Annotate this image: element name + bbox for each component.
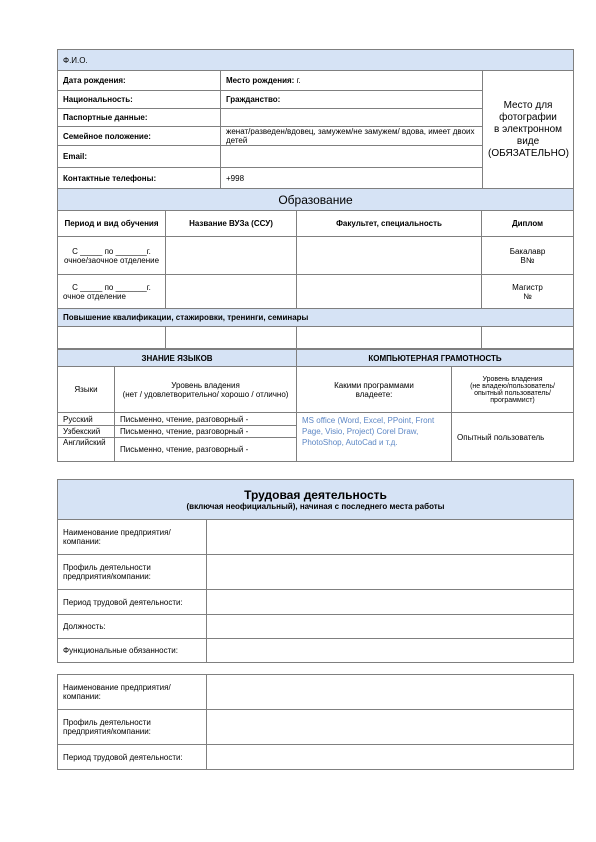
edu-university[interactable] <box>166 275 297 309</box>
computer-header-level-line: Уровень владения <box>482 375 543 383</box>
passport-value[interactable] <box>221 109 483 127</box>
work-field-value[interactable] <box>207 615 574 639</box>
edu-faculty[interactable] <box>297 237 482 275</box>
work-title: Трудовая деятельность <box>244 488 387 502</box>
passport-label: Паспортные данные: <box>58 109 221 127</box>
computer-header-level-line: программист) <box>490 396 535 404</box>
edu-diploma-cell <box>482 275 574 309</box>
computer-header-programs <box>297 367 452 413</box>
work-field-value[interactable] <box>207 520 574 555</box>
languages-title: ЗНАНИЕ ЯЗЫКОВ <box>58 350 297 367</box>
computer-header-programs-line: Какими программами <box>334 380 414 390</box>
edu-diploma-type: Бакалавр <box>509 246 546 256</box>
edu-diploma-number: № <box>523 291 532 301</box>
computer-level: Опытный пользователь <box>452 413 574 462</box>
lang-header-level <box>115 367 297 413</box>
edu-period-cell <box>58 237 166 275</box>
photo-line: в электронном <box>494 124 563 135</box>
phones-value: +998 <box>221 168 483 190</box>
edu-period: С _____ по _______г. <box>72 246 151 256</box>
edu-header-faculty: Факультет, специальность <box>297 211 482 237</box>
fio-label: Ф.И.О. <box>58 50 574 71</box>
dob-label: Дата рождения: <box>58 71 221 91</box>
qualification-cell[interactable] <box>482 327 574 349</box>
work-table-2 <box>57 674 574 770</box>
citizenship-label: Гражданство: <box>221 91 483 109</box>
work-field-label: Профиль деятельности предприятия/компании: <box>58 555 207 590</box>
pob-label: Место рождения: <box>226 76 295 85</box>
phones-label: Контактные телефоны: <box>58 168 221 190</box>
edu-form: очное отделение <box>63 291 126 301</box>
edu-diploma-cell <box>482 237 574 275</box>
edu-diploma-type: Магистр <box>512 282 543 292</box>
work-table <box>57 479 574 663</box>
computer-title: КОМПЬЮТЕРНАЯ ГРАМОТНОСТЬ <box>297 350 574 367</box>
lang-level: Письменно, чтение, разговорный - <box>115 426 297 438</box>
computer-programs: MS office (Word, Excel, PPoint, Front Page, Visio, Project) Corel Draw, PhotoShop, AutoCad и т.д. <box>297 413 452 462</box>
edu-period: С _____ по _______г. <box>72 282 151 292</box>
computer-header-level <box>452 367 574 413</box>
personal-info-table <box>57 49 574 190</box>
edu-header-period: Период и вид обучения <box>58 211 166 237</box>
photo-line: фотографии <box>499 112 557 123</box>
work-field-label: Наименование предприятия/компании: <box>58 520 207 555</box>
edu-period-cell <box>58 275 166 309</box>
lang-name: Русский <box>58 413 115 426</box>
lang-name: Английский <box>58 438 115 462</box>
edu-diploma-number: В№ <box>520 255 535 265</box>
marital-value: женат/разведен/вдовец, замужем/не замужем/ вдова, имеет двоих детей <box>221 127 483 146</box>
computer-header-programs-line: владеете: <box>355 389 393 399</box>
email-value[interactable] <box>221 146 483 168</box>
computer-header-level-line: опытный пользователь/ <box>474 389 551 397</box>
photo-placeholder <box>483 71 574 190</box>
qualification-cell[interactable] <box>58 327 166 349</box>
qualification-cell[interactable] <box>166 327 297 349</box>
lang-header-lang: Языки <box>58 367 115 413</box>
qualification-title: Повышение квалификации, стажировки, тренинги, семинары <box>58 309 574 327</box>
work-field-value[interactable] <box>207 590 574 615</box>
computer-header-level-line: (не владею/пользователь/ <box>470 382 555 390</box>
lang-level: Письменно, чтение, разговорный - <box>115 438 297 462</box>
work-field-label: Период трудовой деятельности: <box>58 590 207 615</box>
work-field-value[interactable] <box>207 639 574 663</box>
skills-table <box>57 349 574 462</box>
lang-header-level-line: Уровень владения <box>171 380 240 390</box>
work-header <box>58 480 574 520</box>
work-subtitle: (включая неофициальный), начиная с последнего места работы <box>186 502 445 511</box>
education-title: Образование <box>58 189 574 211</box>
lang-name: Узбекский <box>58 426 115 438</box>
education-table <box>57 188 574 349</box>
edu-header-university: Название ВУЗа (ССУ) <box>166 211 297 237</box>
work-field-value[interactable] <box>207 710 574 745</box>
edu-form: очное/заочное отделение <box>63 255 160 265</box>
work-field-label: Функциональные обязанности: <box>58 639 207 663</box>
photo-line: (ОБЯЗАТЕЛЬНО) <box>488 148 569 159</box>
work-field-value[interactable] <box>207 675 574 710</box>
pob-cell <box>221 71 483 91</box>
edu-university[interactable] <box>166 237 297 275</box>
nationality-label: Национальность: <box>58 91 221 109</box>
work-field-value[interactable] <box>207 555 574 590</box>
pob-value: г. <box>296 76 301 85</box>
edu-faculty[interactable] <box>297 275 482 309</box>
email-label: Email: <box>58 146 221 168</box>
photo-line: виде <box>516 136 540 147</box>
work-field-value[interactable] <box>207 745 574 770</box>
marital-label: Семейное положение: <box>58 127 221 146</box>
work-field-label: Период трудовой деятельности: <box>58 745 207 770</box>
work-field-label: Наименование предприятия/компании: <box>58 675 207 710</box>
work-field-label: Профиль деятельности предприятия/компании: <box>58 710 207 745</box>
work-field-label: Должность: <box>58 615 207 639</box>
edu-header-diploma: Диплом <box>482 211 574 237</box>
photo-line: Место для <box>503 100 553 111</box>
lang-level: Письменно, чтение, разговорный - <box>115 413 297 426</box>
qualification-cell[interactable] <box>297 327 482 349</box>
lang-header-level-line: (нет / удовлетворительно/ хорошо / отлично) <box>122 389 289 399</box>
